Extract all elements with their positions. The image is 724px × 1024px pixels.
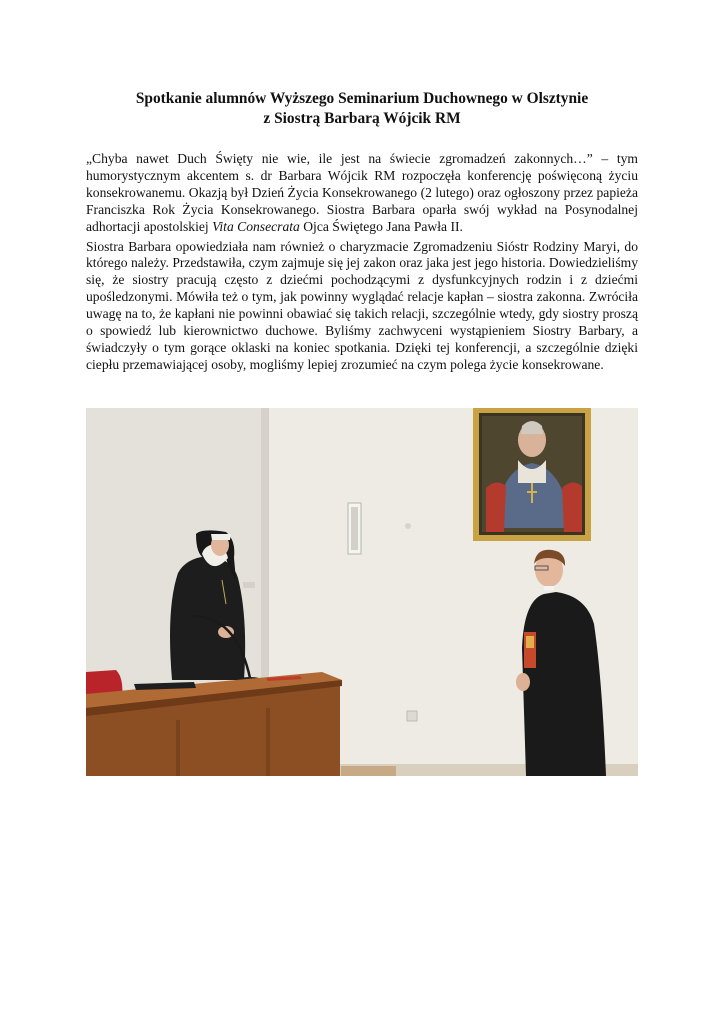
paragraph-1 <box>86 151 638 236</box>
portrait-painting <box>473 408 591 541</box>
paragraph-1-text: „Chyba nawet Duch Święty nie wie, ile jest na świecie zgromadzeń zakonnych…” – tym humorystycznym akcentem s. dr Barbara Wójcik RM rozpoczęła konferencję poświęconą życiu konsekrowanemu. Okazją był Dzień Życia Konsekrowanego (2 lutego) oraz ogłoszony przez papieża Franciszka Rok Życia Konsekrowanego. Siostra Barbara oparła swój wykład na Posynodalnej adhortacji apostolskiej <box>86 151 638 234</box>
meeting-photo <box>86 408 638 776</box>
wall-socket <box>407 711 417 721</box>
title-line-2: z Siostrą Barbarą Wójcik RM <box>263 110 461 127</box>
wall-switch <box>405 523 411 529</box>
photo-illustration <box>86 408 638 776</box>
title-line-1: Spotkanie alumnów Wyższego Seminarium Duchownego w Olsztynie <box>135 90 589 107</box>
document-title-italic: Vita Consecrata <box>212 218 300 234</box>
paragraph-1-ending: Ojca Świętego Jana Pawła II. <box>299 218 463 234</box>
article-title <box>86 89 638 129</box>
article-body <box>86 151 638 374</box>
paragraph-2: Siostra Barbara opowiedziała nam również o charyzmacie Zgromadzeniu Sióstr Rodziny Maryi, do którego należy. Przedstawiła, czym zajmuje się jej zakon oraz jaka jest jego historia. Dowiedzieliśmy się, że siostry pracują często z dziećmi pochodzącymi z dysfunkcyjnych rodzin i z dziećmi upośledzonymi. Mówiła też o tym, jak powinny wyglądać relacje kapłan – siostra zakonna. Zwróciła uwagę na to, że kapłani nie powinni obawiać się takich relacji, szczególnie wtedy, gdy siostry proszą o spowiedź lub kierownictwo duchowe. Byliśmy zachwyceni wystąpieniem Siostry Barbary, a świadczyły o tym gorące oklaski na koniec spotkania. Dzięki tej konferencji, a szczególnie dzięki ciepłu przemawiającej osoby, mogliśmy lepiej zrozumieć na czym polega życie konsekrowane. <box>86 238 638 372</box>
